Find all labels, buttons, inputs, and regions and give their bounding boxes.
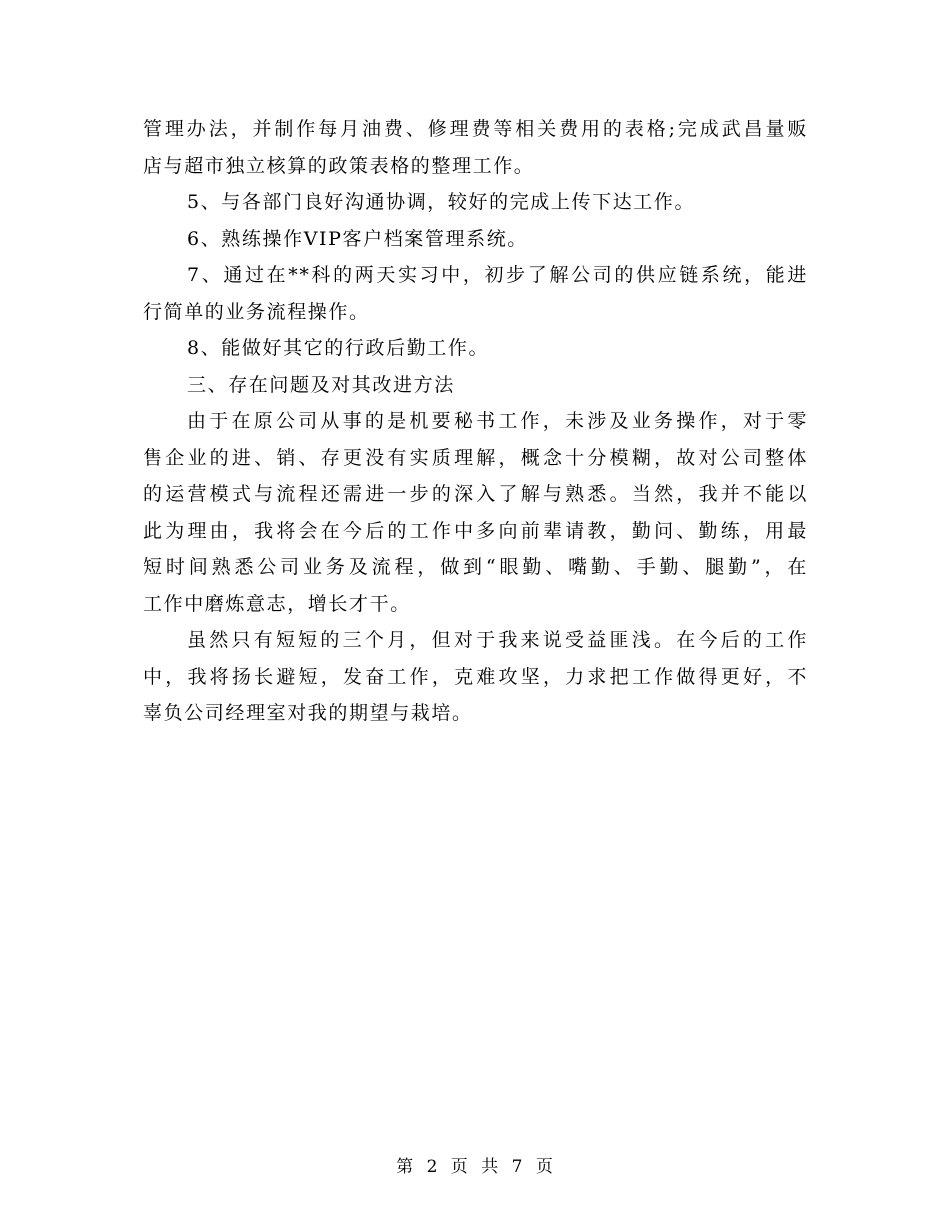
list-item-7: 7、通过在**科的两天实习中，初步了解公司的供应链系统，能进	[187, 264, 808, 286]
list-item-5: 5、与各部门良好沟通协调，较好的完成上传下达工作。	[187, 191, 696, 213]
list-item-7-continued: 行简单的业务流程操作。	[143, 300, 370, 323]
paragraph-2-line-1: 虽然只有短短的三个月，但对于我来说受益匪浅。在今后的工作	[187, 629, 808, 651]
page-number-footer: 第 2 页 共 7 页	[396, 1157, 554, 1177]
list-item-8: 8、能做好其它的行政后勤工作。	[187, 337, 490, 359]
paragraph-1-line-4: 此为理由，我将会在今后的工作中多向前辈请教，勤问、勤练，用最	[143, 519, 808, 542]
paragraph-1-line-6: 工作中磨炼意志，增长才干。	[143, 592, 411, 615]
section-heading-3: 三、存在问题及对其改进方法	[187, 373, 455, 396]
document-body	[143, 111, 808, 732]
paragraph-2-line-2: 中，我将扬长避短，发奋工作，克难攻坚，力求把工作做得更好，不	[143, 665, 808, 688]
list-item-6: 6、熟练操作VIP客户档案管理系统。	[187, 227, 528, 250]
paragraph-1-line-1: 由于在原公司从事的是机要秘书工作，未涉及业务操作，对于零	[187, 410, 808, 432]
text-line-1: 管理办法，并制作每月油费、修理费等相关费用的表格;完成武昌量贩	[143, 118, 808, 140]
paragraph-1-line-2: 售企业的进、销、存更没有实质理解，概念十分模糊，故对公司整体	[143, 446, 808, 469]
paragraph-2-line-3: 辜负公司经理室对我的期望与栽培。	[143, 702, 473, 724]
paragraph-1-line-3: 的运营模式与流程还需进一步的深入了解与熟悉。当然，我并不能以	[143, 483, 808, 505]
text-line-2: 店与超市独立核算的政策表格的整理工作。	[143, 154, 535, 177]
paragraph-1-line-5: 短时间熟悉公司业务及流程，做到“眼勤、嘴勤、手勤、腿勤”，在	[143, 556, 808, 578]
